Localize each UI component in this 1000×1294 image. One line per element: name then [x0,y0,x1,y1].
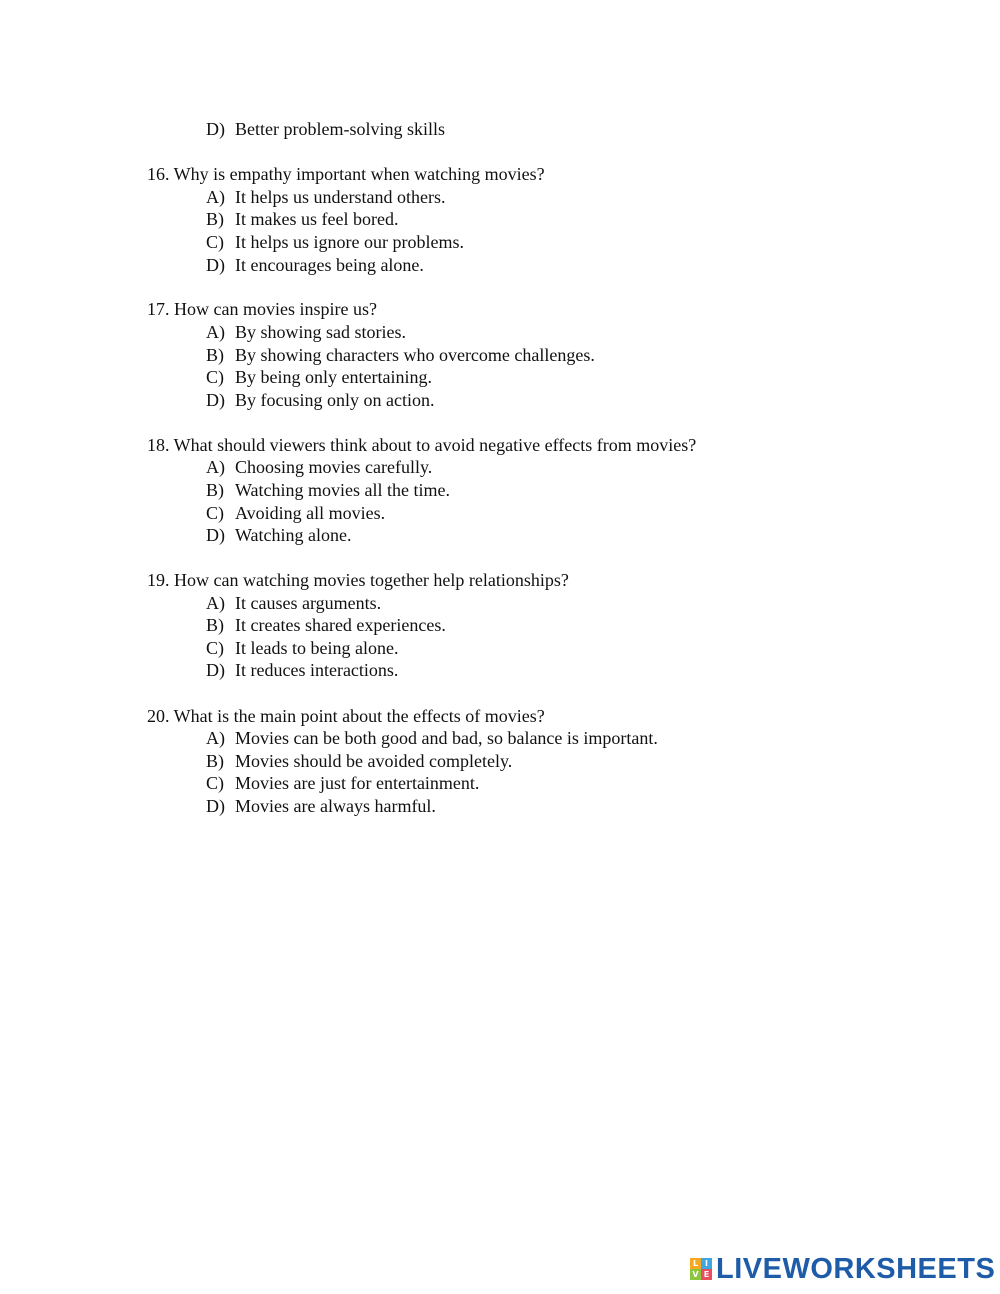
option-letter: B) [206,751,224,771]
option-letter: C) [206,367,224,387]
question-19-option-c [206,637,398,659]
option-text: It leads to being alone. [235,638,399,658]
question-16: 16. Why is empathy important when watching movies? [147,164,545,184]
option-letter: A) [206,593,225,613]
question-17-option-d [206,389,434,411]
option-text: Avoiding all movies. [235,503,386,523]
question-20-option-d [206,795,436,817]
option-text: It helps us ignore our problems. [235,232,464,252]
question-19-option-b [206,614,446,636]
option-text: It causes arguments. [235,593,382,613]
option-letter: C) [206,773,224,793]
question-16-option-c [206,231,464,253]
liveworksheets-logo [690,1254,995,1284]
question-16-option-d [206,254,424,276]
question-17-option-a [206,321,406,343]
option-letter: D) [206,119,225,139]
option-text: Choosing movies carefully. [235,457,433,477]
option-text: Watching alone. [235,525,352,545]
option-text: Movies can be both good and bad, so balance is important. [235,728,658,748]
option-letter: A) [206,187,225,207]
option-text: Watching movies all the time. [235,480,450,500]
question-19-option-d [206,659,398,681]
option-letter: C) [206,638,224,658]
liveworksheets-logo-icon [690,1258,712,1280]
option-letter: A) [206,457,225,477]
question-19-option-a [206,592,381,614]
option-text: By focusing only on action. [235,390,435,410]
question-17: 17. How can movies inspire us? [147,299,377,319]
option-letter: D) [206,525,225,545]
option-text: It creates shared experiences. [235,615,446,635]
question-17-option-c [206,366,432,388]
question-16-option-a [206,186,445,208]
liveworksheets-logo-text: LIVEWORKSHEETS [716,1253,996,1285]
option-text: It reduces interactions. [235,660,399,680]
question-18-option-c [206,502,385,524]
question-19: 19. How can watching movies together help relationships? [147,570,569,590]
option-letter: A) [206,322,225,342]
question-20-option-a [206,727,658,749]
option-text: By being only entertaining. [235,367,432,387]
option-letter: D) [206,660,225,680]
option-letter: D) [206,390,225,410]
question-18-option-d [206,524,352,546]
option-text: Better problem-solving skills [235,119,445,139]
question-17-option-b [206,344,595,366]
question-20: 20. What is the main point about the effects of movies? [147,706,545,726]
option-letter: D) [206,255,225,275]
option-letter: B) [206,345,224,365]
logo-mark-letter: E [701,1269,712,1280]
option-d-continued [206,118,445,140]
question-18-option-a [206,456,432,478]
option-letter: C) [206,503,224,523]
option-text: By showing characters who overcome challenges. [235,345,595,365]
option-text: Movies should be avoided completely. [235,751,513,771]
option-letter: A) [206,728,225,748]
option-text: It encourages being alone. [235,255,424,275]
option-text: Movies are just for entertainment. [235,773,480,793]
question-20-option-c [206,772,479,794]
question-20-option-b [206,750,512,772]
option-text: By showing sad stories. [235,322,406,342]
question-18-option-b [206,479,450,501]
option-letter: D) [206,796,225,816]
option-letter: C) [206,232,224,252]
option-text: It helps us understand others. [235,187,446,207]
logo-mark-letter: I [701,1258,712,1269]
question-16-option-b [206,208,398,230]
option-letter: B) [206,480,224,500]
option-letter: B) [206,209,224,229]
logo-mark-letter: V [690,1269,701,1280]
option-text: It makes us feel bored. [235,209,399,229]
option-letter: B) [206,615,224,635]
logo-mark-letter: L [690,1258,701,1269]
option-text: Movies are always harmful. [235,796,436,816]
question-18: 18. What should viewers think about to avoid negative effects from movies? [147,435,697,455]
